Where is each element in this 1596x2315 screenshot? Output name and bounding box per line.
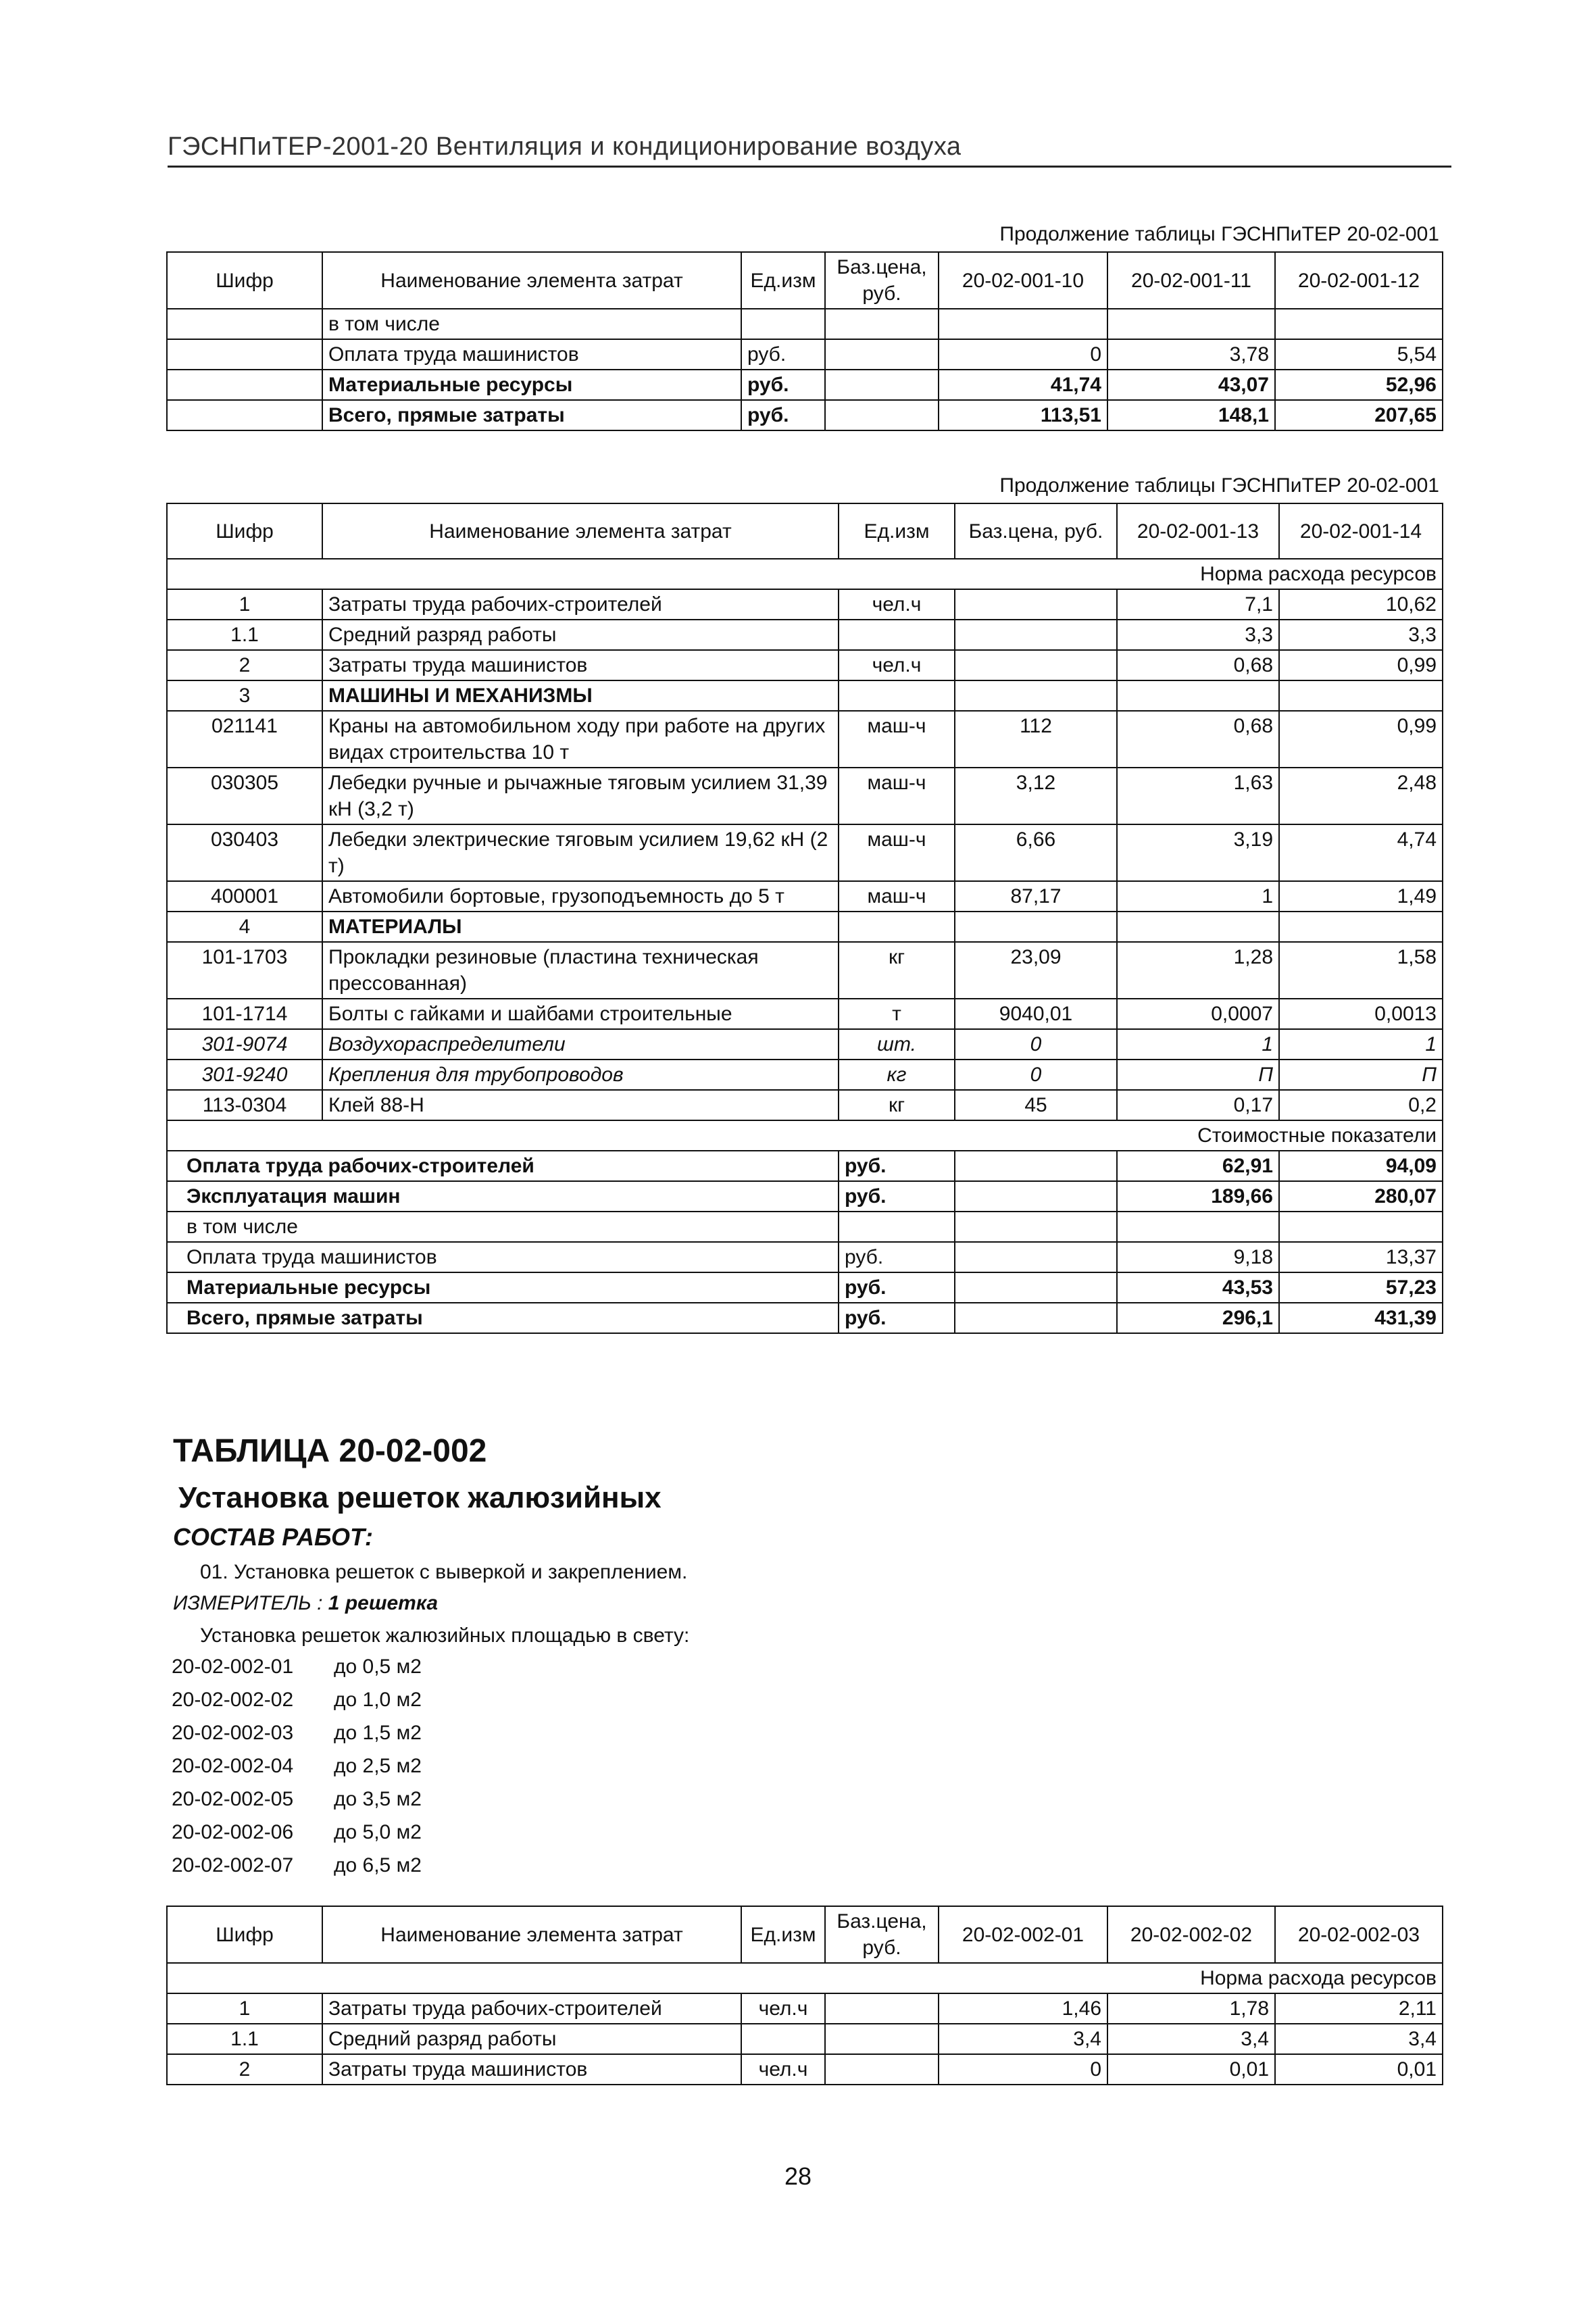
cell-name: Затраты труда рабочих-строителей [322,1993,741,2024]
cell-value: 3,3 [1117,620,1279,650]
cell-value: 2,48 [1279,768,1443,824]
cell-value: 7,1 [1117,589,1279,620]
cell-value: 3,4 [939,2024,1107,2054]
cell-price: 23,09 [955,942,1117,999]
cell-unit [741,309,825,339]
cell-value: 4,74 [1279,824,1443,881]
cell-value [1279,680,1443,711]
header-col-c: 20-02-001-12 [1275,252,1443,309]
header-price: Баз.цена, руб. [825,1906,939,1963]
cell-unit: кг [839,1090,955,1120]
cell-code: 101-1714 [167,999,322,1029]
cell-name: Болты с гайками и шайбами строительные [322,999,839,1029]
table-row [167,400,1443,430]
cell-name: в том числе [167,1212,839,1242]
cell-value: П [1117,1060,1279,1090]
cell-name: Затраты труда рабочих-строителей [322,589,839,620]
cell-value: 3,3 [1279,620,1443,650]
cell-price [825,2024,939,2054]
section-subtitle: Установка решеток жалюзийных [178,1481,662,1514]
code-number: 20-02-002-05 [172,1788,294,1810]
cell-price: 87,17 [955,881,1117,912]
cost-label: Стоимостные показатели [167,1120,1443,1151]
cell-name: Лебедки электрические тяговым усилием 19,62 кН (2 т) [322,824,839,881]
cell-name: МАШИНЫ И МЕХАНИЗМЫ [322,680,839,711]
cost-row [167,1272,1443,1303]
cell-name: Всего, прямые затраты [322,400,741,430]
continuation-label-2: Продолжение таблицы ГЭСНПиТЕР 20-02-001 [999,474,1439,497]
cell-code: 301-9074 [167,1029,322,1060]
cell-unit: маш-ч [839,881,955,912]
cell-unit: руб. [741,339,825,370]
cell-unit: шт. [839,1029,955,1060]
table-row [167,912,1443,942]
cell-unit: чел.ч [839,650,955,680]
table-row [167,999,1443,1029]
cell-code: 021141 [167,711,322,768]
table-header-row [167,252,1443,309]
cell-value: 3,19 [1117,824,1279,881]
code-description: до 3,5 м2 [334,1788,422,1810]
cell-name: Клей 88-Н [322,1090,839,1120]
header-unit: Ед.изм [741,1906,825,1963]
cell-value: 94,09 [1279,1151,1443,1181]
section-title: ТАБЛИЦА 20-02-002 [173,1433,487,1469]
meter-label: ИЗМЕРИТЕЛЬ : [173,1592,323,1614]
codes-list [172,1656,422,1887]
cell-name: Краны на автомобильном ходу при работе на других видах строительства 10 т [322,711,839,768]
table-row [167,711,1443,768]
code-number: 20-02-002-04 [172,1755,294,1777]
cell-name: Средний разряд работы [322,2024,741,2054]
cell-unit [839,912,955,942]
cell-value: 207,65 [1275,400,1443,430]
table-row [167,589,1443,620]
code-list-item [172,1689,422,1722]
cell-price: 112 [955,711,1117,768]
header-code: Шифр [167,503,322,559]
code-number: 20-02-002-01 [172,1656,294,1678]
code-description: до 1,0 м2 [334,1689,422,1711]
cell-price [955,620,1117,650]
header-name: Наименование элемента затрат [322,503,839,559]
header-name: Наименование элемента затрат [322,1906,741,1963]
cell-value: 52,96 [1275,370,1443,400]
cell-price [955,650,1117,680]
cell-unit: руб. [839,1151,955,1181]
cell-value: 1 [1117,881,1279,912]
cell-name: МАТЕРИАЛЫ [322,912,839,942]
cell-value [939,309,1107,339]
table-header-row [167,1906,1443,1963]
code-list-item [172,1722,422,1755]
header-col-b: 20-02-001-14 [1279,503,1443,559]
cell-price [825,370,939,400]
table-row [167,2054,1443,2085]
cell-value: 10,62 [1279,589,1443,620]
cell-price [825,2054,939,2085]
cell-code: 1 [167,589,322,620]
cell-unit: кг [839,1060,955,1090]
cell-unit [839,1212,955,1242]
meter-value: 1 решетка [328,1592,439,1614]
table-row [167,680,1443,711]
cell-name: Материальные ресурсы [167,1272,839,1303]
table-row [167,339,1443,370]
header-unit: Ед.изм [741,252,825,309]
cell-value: 3,4 [1275,2024,1443,2054]
meter-line [173,1592,438,1615]
cell-code [167,370,322,400]
cell-price [825,339,939,370]
table-header-row [167,503,1443,559]
cell-value [1117,680,1279,711]
cell-name: Автомобили бортовые, грузоподъемность до 5 т [322,881,839,912]
cell-code: 301-9240 [167,1060,322,1090]
cell-price [825,400,939,430]
cost-row [167,1181,1443,1212]
code-list-item [172,1755,422,1788]
header-col-c: 20-02-002-03 [1275,1906,1443,1963]
cell-value: 148,1 [1107,400,1275,430]
cell-name: Оплата труда рабочих-строителей [167,1151,839,1181]
cell-code: 2 [167,650,322,680]
cell-price: 0 [955,1060,1117,1090]
cell-price [825,1993,939,2024]
cell-code: 101-1703 [167,942,322,999]
table-row [167,370,1443,400]
norm-label-row [167,1963,1443,1993]
cell-value: 41,74 [939,370,1107,400]
header-col-b: 20-02-002-02 [1107,1906,1275,1963]
cell-name: Эксплуатация машин [167,1181,839,1212]
table-row [167,2024,1443,2054]
cell-name: Оплата труда машинистов [167,1242,839,1272]
cell-name: Средний разряд работы [322,620,839,650]
cell-value: 0,0013 [1279,999,1443,1029]
cell-unit [839,620,955,650]
cell-value: 0,2 [1279,1090,1443,1120]
cell-value: 43,07 [1107,370,1275,400]
cell-value: 1,63 [1117,768,1279,824]
cell-price [825,309,939,339]
cell-price: 9040,01 [955,999,1117,1029]
norm-label-row [167,559,1443,589]
cell-value: 62,91 [1117,1151,1279,1181]
cell-value: 189,66 [1117,1181,1279,1212]
cell-unit: маш-ч [839,711,955,768]
cell-price [955,912,1117,942]
cell-unit [839,680,955,711]
cell-value: 0,01 [1107,2054,1275,2085]
cell-code [167,400,322,430]
cell-price [955,1212,1117,1242]
cell-unit: руб. [839,1303,955,1333]
code-number: 20-02-002-03 [172,1722,294,1744]
cell-code: 2 [167,2054,322,2085]
cell-value: 0,68 [1117,650,1279,680]
cell-unit: чел.ч [839,589,955,620]
cell-value: 0,01 [1275,2054,1443,2085]
cell-price: 6,66 [955,824,1117,881]
cell-value: 296,1 [1117,1303,1279,1333]
cost-label-row [167,1120,1443,1151]
cell-value: 0,17 [1117,1090,1279,1120]
table-20-02-002 [166,1906,1443,2085]
cell-unit: чел.ч [741,2054,825,2085]
cell-value: 0,0007 [1117,999,1279,1029]
cost-row [167,1151,1443,1181]
cell-price [955,1303,1117,1333]
code-number: 20-02-002-02 [172,1689,294,1711]
cell-name: в том числе [322,309,741,339]
header-code: Шифр [167,1906,322,1963]
cost-row [167,1242,1443,1272]
cell-value: 1,28 [1117,942,1279,999]
table-row [167,824,1443,881]
cell-value: 0,99 [1279,650,1443,680]
header-col-a: 20-02-002-01 [939,1906,1107,1963]
cell-value: 1,78 [1107,1993,1275,2024]
table-row [167,620,1443,650]
cell-code: 030305 [167,768,322,824]
cell-code: 1 [167,1993,322,2024]
cell-unit [741,2024,825,2054]
cell-value: 0,99 [1279,711,1443,768]
cell-unit: руб. [741,370,825,400]
cell-price [955,589,1117,620]
cell-value [1117,1212,1279,1242]
cell-code: 1.1 [167,2024,322,2054]
table-row [167,1090,1443,1120]
code-number: 20-02-002-06 [172,1821,294,1843]
table-20-02-001-part1 [166,251,1443,431]
cell-value: 9,18 [1117,1242,1279,1272]
cell-unit: руб. [839,1181,955,1212]
cell-value: 1 [1279,1029,1443,1060]
cell-value: 113,51 [939,400,1107,430]
cost-row [167,1212,1443,1242]
cell-code: 1.1 [167,620,322,650]
page-number: 28 [784,2162,812,2190]
cell-value: 43,53 [1117,1272,1279,1303]
cell-value: 280,07 [1279,1181,1443,1212]
cell-value [1117,912,1279,942]
cell-name: Затраты труда машинистов [322,2054,741,2085]
cell-value: П [1279,1060,1443,1090]
cell-unit: т [839,999,955,1029]
cell-unit: руб. [741,400,825,430]
cell-name: Материальные ресурсы [322,370,741,400]
code-description: до 1,5 м2 [334,1722,422,1744]
running-header: ГЭСНПиТЕР-2001-20 Вентиляция и кондиционирование воздуха [168,132,1451,168]
cell-value [1107,309,1275,339]
cell-value: 57,23 [1279,1272,1443,1303]
header-price: Баз.цена, руб. [955,503,1117,559]
cell-name: Воздухораспределители [322,1029,839,1060]
cell-price: 45 [955,1090,1117,1120]
cell-value: 1,46 [939,1993,1107,2024]
cell-name: Прокладки резиновые (пластина техническая прессованная) [322,942,839,999]
codes-intro: Установка решеток жалюзийных площадью в свету: [200,1624,690,1647]
code-list-item [172,1656,422,1689]
cell-code [167,309,322,339]
table-row [167,650,1443,680]
cell-value: 0 [939,2054,1107,2085]
cell-value: 2,11 [1275,1993,1443,2024]
cell-value: 3,78 [1107,339,1275,370]
continuation-label-1: Продолжение таблицы ГЭСНПиТЕР 20-02-001 [999,223,1439,245]
cell-code: 3 [167,680,322,711]
code-number: 20-02-002-07 [172,1854,294,1876]
header-price: Баз.цена, руб. [825,252,939,309]
header-col-a: 20-02-001-13 [1117,503,1279,559]
cell-value: 13,37 [1279,1242,1443,1272]
cell-value: 0,68 [1117,711,1279,768]
cell-code: 113-0304 [167,1090,322,1120]
table-row [167,1029,1443,1060]
cell-unit: руб. [839,1272,955,1303]
cell-unit: чел.ч [741,1993,825,2024]
cell-value: 1,49 [1279,881,1443,912]
cell-value: 1 [1117,1029,1279,1060]
cell-value: 431,39 [1279,1303,1443,1333]
header-col-b: 20-02-001-11 [1107,252,1275,309]
cell-price: 0 [955,1029,1117,1060]
norm-label: Норма расхода ресурсов [167,1963,1443,1993]
table-row [167,881,1443,912]
table-row [167,768,1443,824]
cell-price [955,1242,1117,1272]
cell-value: 3,4 [1107,2024,1275,2054]
cell-unit: маш-ч [839,768,955,824]
cell-name: Затраты труда машинистов [322,650,839,680]
cell-price [955,1181,1117,1212]
header-col-a: 20-02-001-10 [939,252,1107,309]
cell-code: 400001 [167,881,322,912]
cell-price [955,1151,1117,1181]
code-description: до 5,0 м2 [334,1821,422,1843]
table-row [167,1060,1443,1090]
cell-code [167,339,322,370]
code-list-item [172,1821,422,1854]
code-description: до 2,5 м2 [334,1755,422,1777]
cell-value: 5,54 [1275,339,1443,370]
cell-value: 1,58 [1279,942,1443,999]
header-code: Шифр [167,252,322,309]
work-item: 01. Установка решеток с выверкой и закреплением. [200,1561,688,1583]
cell-name: Крепления для трубопроводов [322,1060,839,1090]
table-row [167,1993,1443,2024]
cell-unit: маш-ч [839,824,955,881]
cell-unit: кг [839,942,955,999]
cell-value [1279,1212,1443,1242]
cost-row [167,1303,1443,1333]
cell-value: 0 [939,339,1107,370]
cell-value [1279,912,1443,942]
code-description: до 6,5 м2 [334,1854,422,1876]
cell-value [1275,309,1443,339]
table-row [167,942,1443,999]
cell-price: 3,12 [955,768,1117,824]
cell-name: Оплата труда машинистов [322,339,741,370]
cell-name: Лебедки ручные и рычажные тяговым усилием 31,39 кН (3,2 т) [322,768,839,824]
cell-unit: руб. [839,1242,955,1272]
cell-price [955,680,1117,711]
table-row [167,309,1443,339]
cell-price [955,1272,1117,1303]
code-description: до 0,5 м2 [334,1656,422,1678]
header-name: Наименование элемента затрат [322,252,741,309]
cell-code: 030403 [167,824,322,881]
cell-code: 4 [167,912,322,942]
composition-label: СОСТАВ РАБОТ: [173,1523,373,1551]
code-list-item [172,1854,422,1887]
cell-name: Всего, прямые затраты [167,1303,839,1333]
code-list-item [172,1788,422,1821]
header-unit: Ед.изм [839,503,955,559]
norm-label: Норма расхода ресурсов [167,559,1443,589]
table-20-02-001-part2 [166,503,1443,1334]
